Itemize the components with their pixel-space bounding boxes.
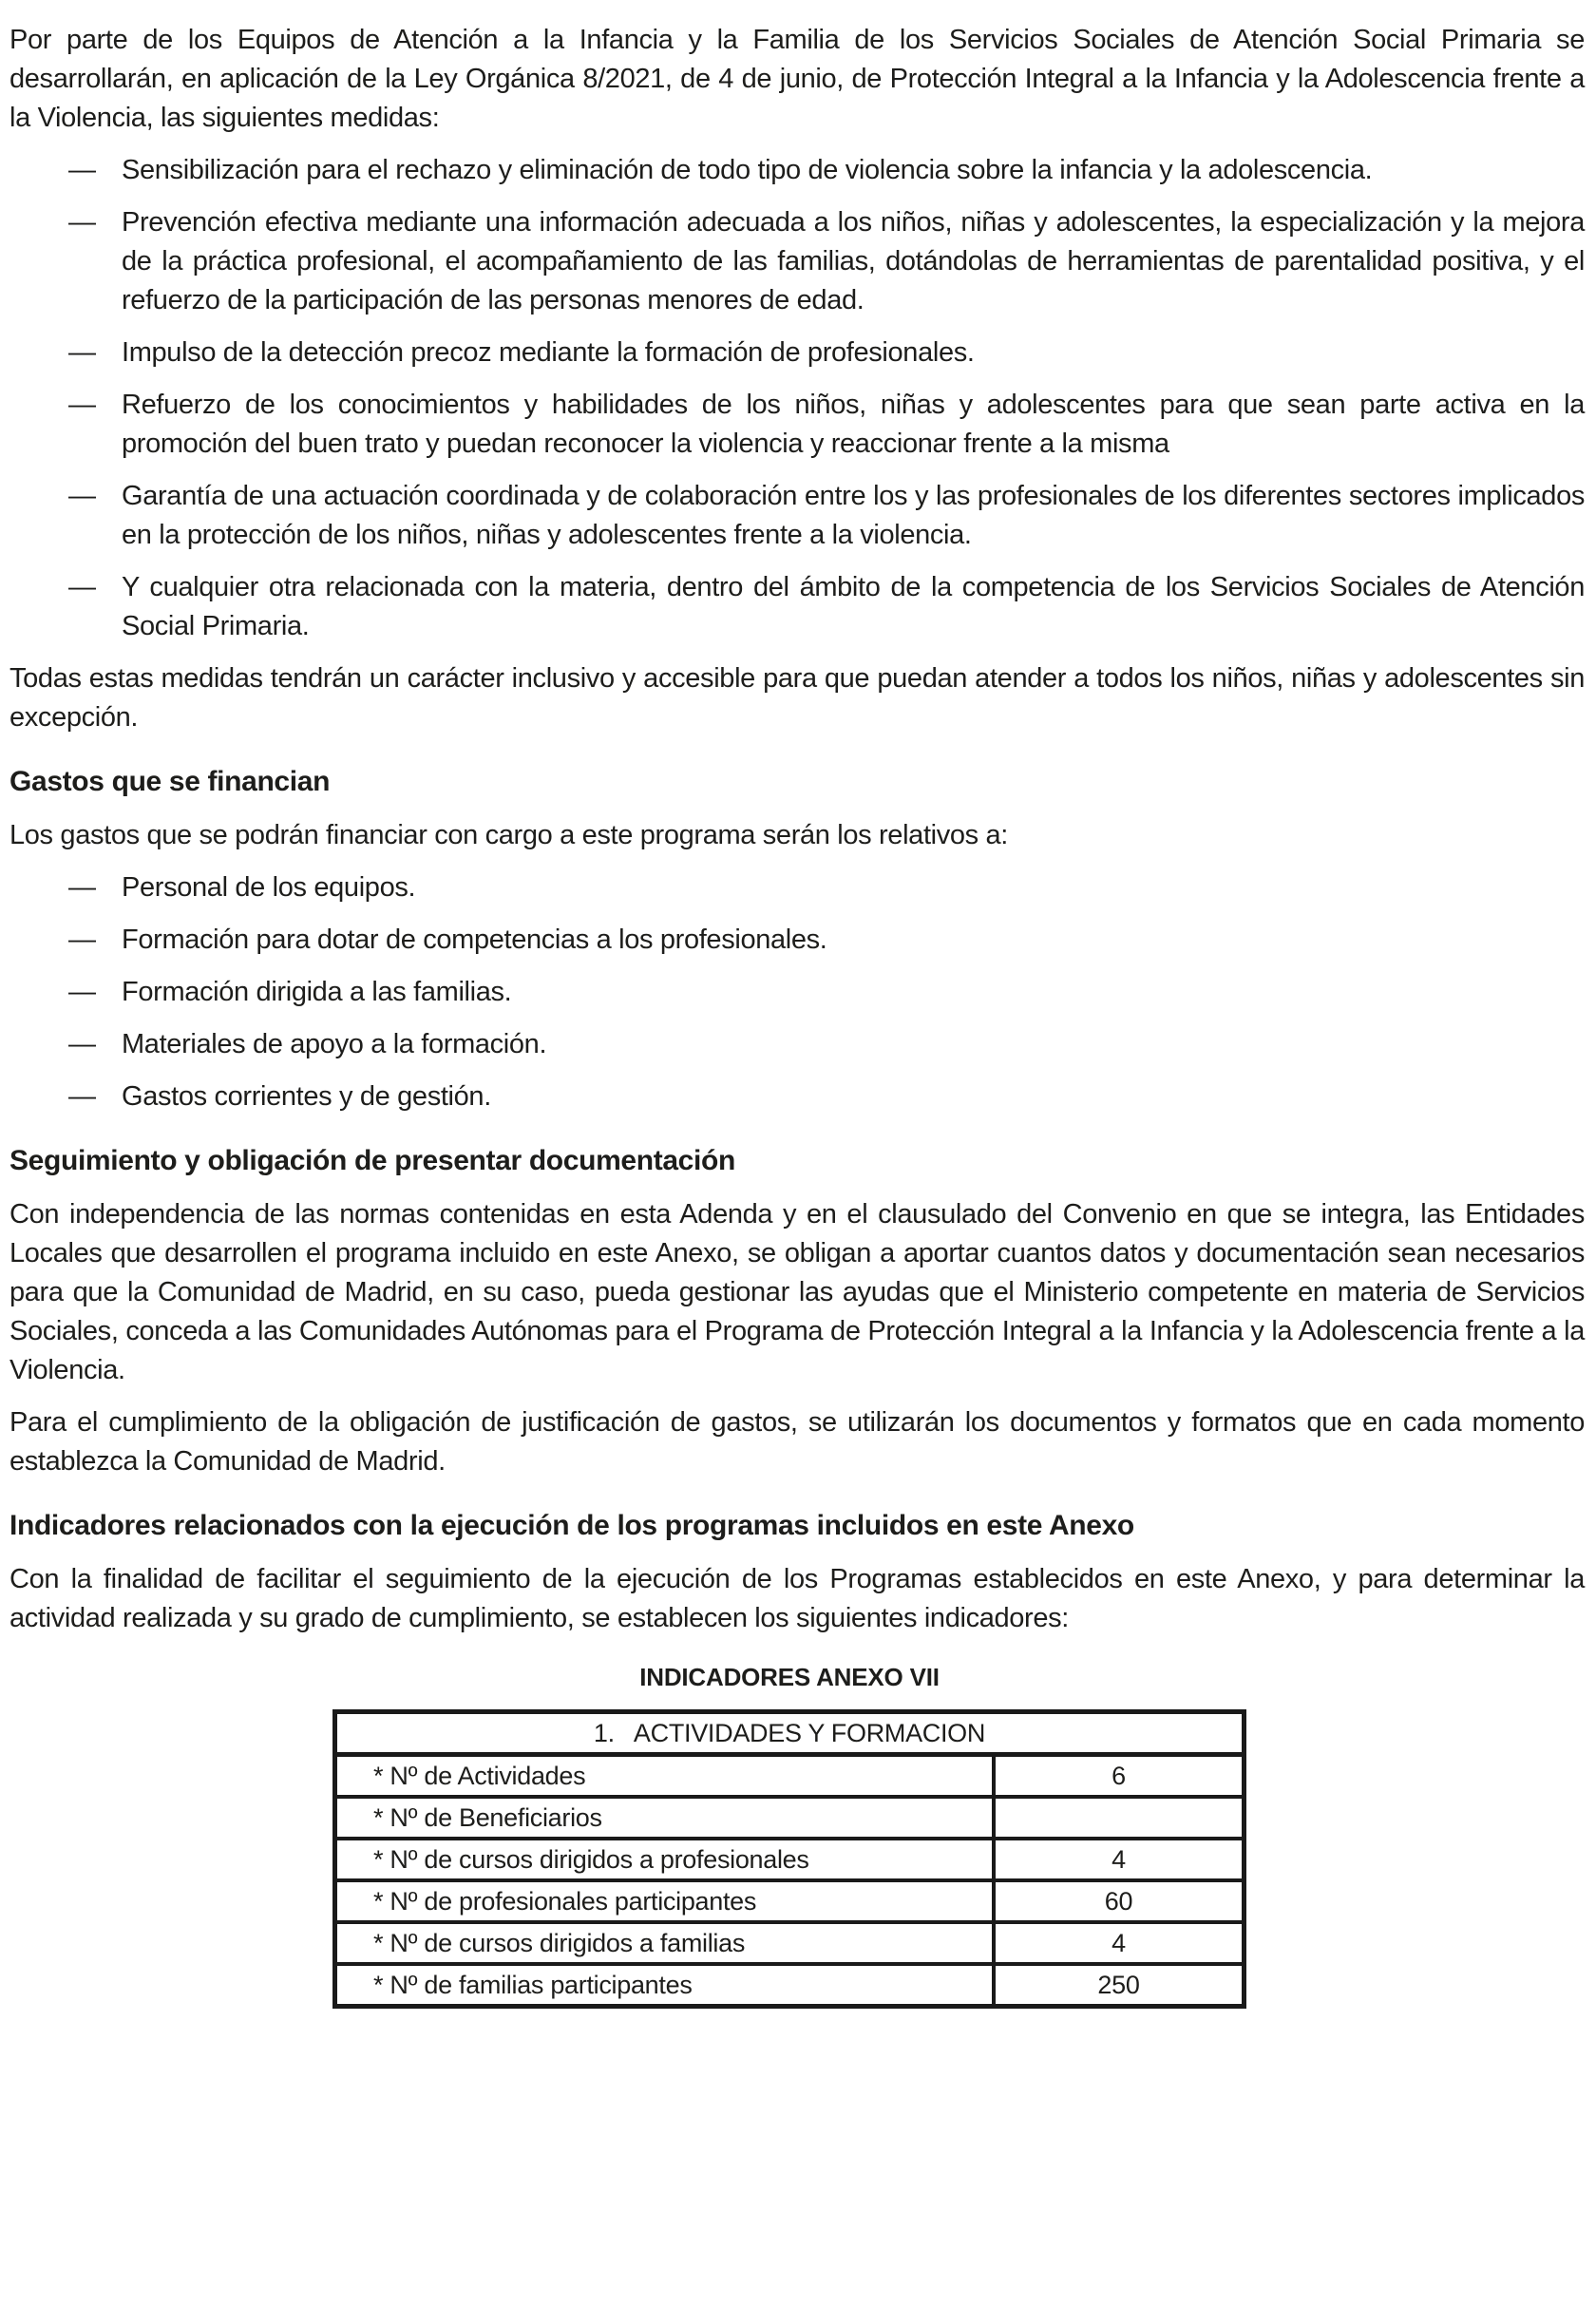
indicator-value-cell: 60 [994, 1880, 1244, 1922]
list-item-text: Sensibilización para el rechazo y eliminación de todo tipo de violencia sobre la infancia y la adolescencia. [122, 155, 1373, 185]
list-item [10, 1077, 1585, 1116]
list-item-text: Materiales de apoyo a la formación. [122, 1029, 547, 1059]
list-item [10, 386, 1585, 464]
table-header-row [335, 1712, 1244, 1755]
indicadores-intro-paragraph: Con la finalidad de facilitar el seguimiento de la ejecución de los Programas establecidos en este Anexo, y para determinar la actividad realizada y su grado de cumplimiento, se establecen los siguientes indicadores: [10, 1564, 1585, 1633]
table-title: INDICADORES ANEXO VII [639, 1663, 940, 1691]
list-item-text: Y cualquier otra relacionada con la materia, dentro del ámbito de la competencia de los Servicios Sociales de Atención Social Primaria. [122, 572, 1585, 641]
indicator-label-cell: * Nº de cursos dirigidos a familias [335, 1922, 995, 1964]
list-item-text: Refuerzo de los conocimientos y habilidades de los niños, niñas y adolescentes para que sean parte activa en la promoción del buen trato y puedan reconocer la violencia y reaccionar frente a la misma [122, 390, 1585, 459]
list-item [10, 973, 1585, 1012]
list-item [10, 203, 1585, 320]
em-dash-marker: — [68, 155, 96, 185]
indicator-label-cell: * Nº de Beneficiarios [335, 1797, 995, 1839]
table-row [335, 1922, 1244, 1964]
expenses-list [10, 868, 1585, 1116]
indicator-value-cell: 4 [994, 1922, 1244, 1964]
list-item [10, 151, 1585, 190]
em-dash-marker: — [68, 572, 96, 602]
section-heading-indicadores: Indicadores relacionados con la ejecución de los programas incluidos en este Anexo [10, 1510, 1134, 1541]
list-item-text: Personal de los equipos. [122, 872, 416, 903]
table-row [335, 1880, 1244, 1922]
list-item [10, 334, 1585, 372]
seguimiento-paragraph-2: Para el cumplimiento de la obligación de justificación de gastos, se utilizarán los documentos y formatos que en cada momento establezca la Comunidad de Madrid. [10, 1407, 1585, 1477]
seguimiento-paragraph-1: Con independencia de las normas contenidas en esta Adenda y en el clausulado del Convenio en que se integra, las Entidades Locales que desarrollen el programa incluido en este Anexo, se obligan a aportar cuantos datos y documentación sean necesarios para que la Comunidad de Madrid, en su caso, pueda gestionar las ayudas que el Ministerio competente en materia de Servicios Sociales, conceda a las Comunidades Autónomas para el Programa de Protección Integral a la Infancia y la Adolescencia frente a la Violencia. [10, 1199, 1585, 1385]
measures-list [10, 151, 1585, 646]
indicator-label-cell: * Nº de Actividades [335, 1755, 995, 1798]
intro-paragraph: Por parte de los Equipos de Atención a la Infancia y la Familia de los Servicios Sociales de Atención Social Primaria se desarrollarán, en aplicación de la Ley Orgánica 8/2021, de 4 de junio, de Protección Integral a la Infancia y la Adolescencia frente a la Violencia, las siguientes medidas: [10, 25, 1585, 133]
em-dash-marker: — [68, 977, 96, 1007]
list-item-text: Formación para dotar de competencias a los profesionales. [122, 925, 827, 955]
indicator-value-cell: 6 [994, 1755, 1244, 1798]
table-row [335, 1797, 1244, 1839]
list-item-text: Gastos corrientes y de gestión. [122, 1081, 491, 1112]
list-item-text: Garantía de una actuación coordinada y de colaboración entre los y las profesionales de los diferentes sectores implicados en la protección de los niños, niñas y adolescentes frente a la violencia. [122, 481, 1585, 550]
inclusive-note-paragraph: Todas estas medidas tendrán un carácter inclusivo y accesible para que puedan atender a todos los niños, niñas y adolescentes sin excepción. [10, 663, 1585, 733]
em-dash-marker: — [68, 1029, 96, 1059]
indicator-label-cell: * Nº de familias participantes [335, 1964, 995, 2007]
table-row [335, 1755, 1244, 1798]
list-item [10, 477, 1585, 555]
indicators-table-block [332, 1663, 1246, 2009]
list-item [10, 568, 1585, 646]
section-heading-gastos: Gastos que se financian [10, 766, 331, 797]
em-dash-marker: — [68, 481, 96, 511]
em-dash-marker: — [68, 390, 96, 420]
em-dash-marker: — [68, 207, 96, 238]
list-item [10, 868, 1585, 907]
table-row [335, 1964, 1244, 2007]
indicator-value-cell: 4 [994, 1839, 1244, 1880]
list-item-text: Impulso de la detección precoz mediante la formación de profesionales. [122, 337, 975, 368]
list-item [10, 921, 1585, 960]
section-heading-seguimiento: Seguimiento y obligación de presentar documentación [10, 1145, 735, 1176]
indicator-label-cell: * Nº de profesionales participantes [335, 1880, 995, 1922]
em-dash-marker: — [68, 337, 96, 368]
gastos-intro-paragraph: Los gastos que se podrán financiar con cargo a este programa serán los relativos a: [10, 820, 1009, 850]
list-item [10, 1025, 1585, 1064]
em-dash-marker: — [68, 925, 96, 955]
em-dash-marker: — [68, 872, 96, 903]
indicator-label-cell: * Nº de cursos dirigidos a profesionales [335, 1839, 995, 1880]
em-dash-marker: — [68, 1081, 96, 1112]
indicator-value-cell [994, 1797, 1244, 1839]
indicator-value-cell: 250 [994, 1964, 1244, 2007]
list-item-text: Formación dirigida a las familias. [122, 977, 512, 1007]
list-item-text: Prevención efectiva mediante una información adecuada a los niños, niñas y adolescentes, la especialización y la mejora de la práctica profesional, el acompañamiento de las familias, dotándolas de herramientas de parentalidad positiva, y el refuerzo de la participación de las personas menores de edad. [122, 207, 1585, 315]
table-row [335, 1839, 1244, 1880]
table-header: 1. ACTIVIDADES Y FORMACION [335, 1712, 1244, 1755]
indicators-table [332, 1709, 1246, 2009]
